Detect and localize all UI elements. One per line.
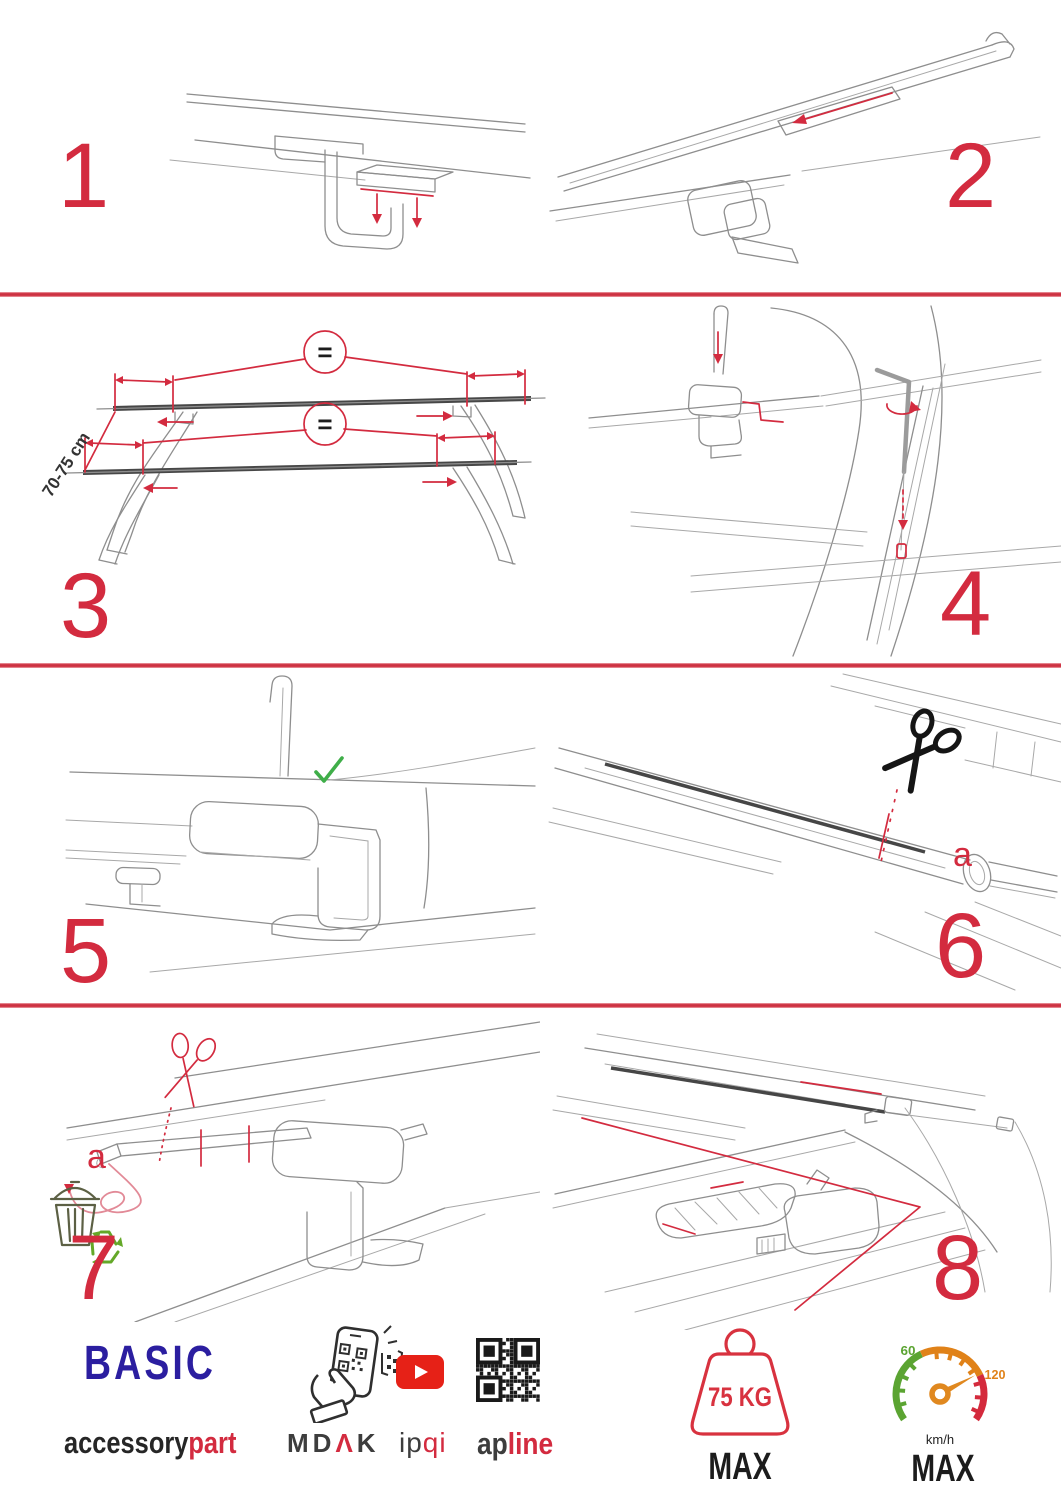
weight-max-label: MAX <box>708 1446 772 1488</box>
brand-logo-basic: BASIC <box>84 1337 217 1390</box>
brand-logo-accessorypart <box>64 1427 236 1458</box>
apline-dark: ap <box>477 1426 508 1461</box>
speed-max-label: MAX <box>911 1448 975 1490</box>
equal-spacing-symbol-front: = <box>317 337 333 367</box>
speed-high-label: 120 <box>984 1367 1006 1382</box>
equal-spacing-symbol-rear: = <box>317 409 333 439</box>
partner-logo-apline <box>477 1428 553 1459</box>
step-6-number: 6 <box>935 895 987 997</box>
apline-red: line <box>507 1426 554 1461</box>
scissors-icon-red <box>156 1027 221 1109</box>
partner-logo-ipqi <box>399 1429 447 1457</box>
speedometer-icon <box>878 1330 1008 1448</box>
check-icon <box>316 758 342 781</box>
step-2-number: 2 <box>945 125 997 227</box>
ipqi-red: qi <box>422 1427 447 1458</box>
step-8-number: 8 <box>932 1217 984 1319</box>
clamp-assembly <box>271 1120 427 1270</box>
pin-insert-arrow <box>713 332 783 422</box>
lower-roof-detail <box>553 1130 985 1330</box>
step-1-number: 1 <box>58 125 110 227</box>
roof-rail-lines <box>170 94 530 180</box>
step-4-number: 4 <box>940 553 992 655</box>
step-8-illustration <box>545 1012 1061 1330</box>
rear-bar <box>67 460 531 564</box>
step-3-illustration <box>25 302 555 592</box>
hook-rod <box>270 676 292 776</box>
clamp-bracket <box>275 136 453 249</box>
partner-logo-mdak <box>287 1430 380 1456</box>
brand-sub-red: part <box>188 1425 237 1460</box>
scissors-icon <box>876 702 967 797</box>
mdak-dark2: K <box>356 1428 380 1458</box>
roof-lines <box>67 1022 540 1322</box>
phone-scan-icon <box>300 1323 410 1423</box>
insert-arrows <box>361 189 433 228</box>
cut-line <box>879 790 897 862</box>
slide-arrow <box>792 93 892 124</box>
pin-and-clamp <box>688 306 742 458</box>
ipqi-dark: ip <box>399 1427 423 1458</box>
speed-low-label: 60 <box>900 1343 916 1358</box>
step-7-number: 7 <box>68 1217 120 1319</box>
qr-code-icon <box>476 1338 540 1402</box>
weight-value-label: 75 KG <box>708 1382 772 1412</box>
row-separator-1 <box>0 292 1061 297</box>
max-weight-icon <box>665 1324 815 1452</box>
crossbar-with-strip <box>555 748 1057 898</box>
youtube-icon <box>396 1355 444 1389</box>
strip-part-label: a <box>87 1138 106 1176</box>
step-3-number: 3 <box>60 555 112 657</box>
row-separator-2 <box>0 663 1061 668</box>
strip-part-label: a <box>953 836 972 874</box>
callout-lines <box>582 1082 920 1310</box>
speed-unit-label: km/h <box>925 1432 955 1447</box>
bar-distance-label: 70-75 cm <box>38 428 94 501</box>
step-5-number: 5 <box>60 900 112 1002</box>
mdak-dark1: MD <box>287 1428 336 1458</box>
brand-sub-dark: accessory <box>64 1425 189 1460</box>
step-1-illustration <box>125 8 545 278</box>
row-separator-3 <box>0 1003 1061 1008</box>
mdak-red: Λ <box>335 1428 357 1458</box>
rubber-strip <box>97 1128 311 1168</box>
clamp-assembly <box>116 801 380 941</box>
